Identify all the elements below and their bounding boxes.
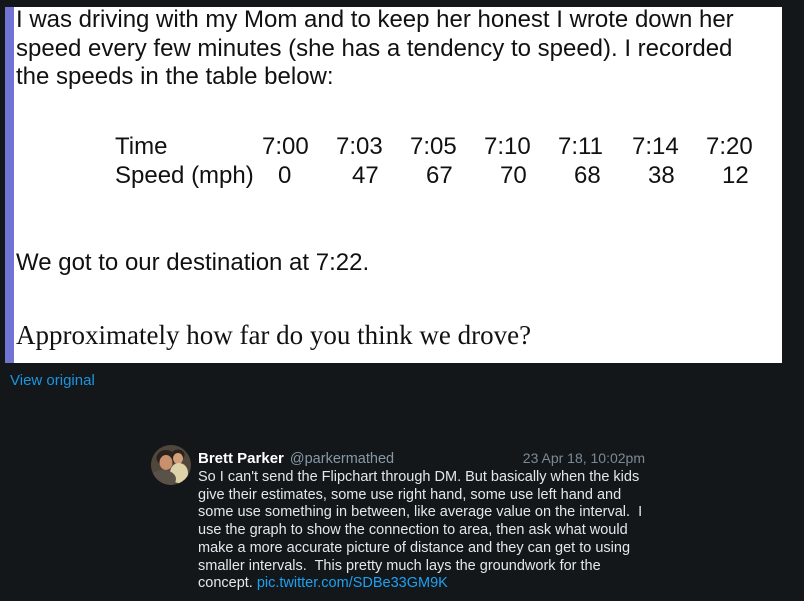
time-cell: 7:11 [558, 133, 603, 160]
table-row-speed [115, 162, 780, 191]
tweet-body-line: make a more accurate picture of distance and they can get to using [198, 539, 631, 556]
speed-cell: 0 [278, 161, 292, 189]
table-row-time [115, 133, 780, 162]
time-row-label: Time [115, 133, 168, 160]
speed-cell: 38 [648, 161, 675, 189]
pic-twitter-link[interactable]: pic.twitter.com/SDBe33GM9K [256, 575, 448, 592]
problem-paragraph: I was driving with my Mom and to keep her honest I wrote down her speed every few minutes (she has a tendency to speed). I recorded the speeds in the table below: [16, 6, 734, 90]
author-handle[interactable]: @parkermathed [289, 451, 395, 467]
tweet-body-line: So I can't send the Flipchart through DM. But basically when the kids [198, 469, 640, 485]
speed-cell: 68 [574, 161, 601, 189]
author-name[interactable]: Brett Parker [198, 450, 284, 467]
tweet-body-line: some use something in between, like average value on the interval. I [198, 504, 643, 521]
speed-cell: 67 [426, 161, 453, 189]
tweet-body [198, 469, 642, 593]
question-line: Approximately how far do you think we drove? [16, 320, 532, 350]
speed-cell: 70 [500, 161, 527, 189]
problem-image-attachment[interactable] [5, 7, 782, 363]
time-cell: 7:10 [484, 133, 531, 160]
tweet-body-line: smaller intervals. This pretty much lays the groundwork for the [198, 557, 601, 574]
tweet-body-line: use the graph to show the connection to area, then ask what would [198, 522, 628, 539]
time-cell: 7:14 [632, 133, 679, 160]
view-original-link[interactable]: View original [10, 372, 95, 389]
tweet-body-last-text: concept. [198, 575, 257, 592]
speed-cell: 47 [352, 161, 379, 189]
time-cell: 7:03 [336, 133, 383, 160]
avatar[interactable] [151, 445, 191, 485]
avatar-photo-icon [151, 445, 191, 485]
time-cell: 7:00 [262, 133, 309, 160]
time-cell: 7:05 [410, 133, 457, 160]
speed-cell: 12 [722, 161, 749, 189]
tweet-timestamp: 23 Apr 18, 10:02pm [522, 450, 645, 466]
time-cell: 7:20 [706, 133, 753, 160]
speed-row-label: Speed (mph) [115, 161, 254, 189]
destination-line: We got to our destination at 7:22. [16, 249, 370, 276]
tweet-body-last-line [198, 575, 642, 593]
tweet-header [198, 450, 645, 467]
tweet-body-line: give their estimates, some use right hand, some use left hand and [198, 486, 622, 503]
speed-table [115, 133, 780, 190]
